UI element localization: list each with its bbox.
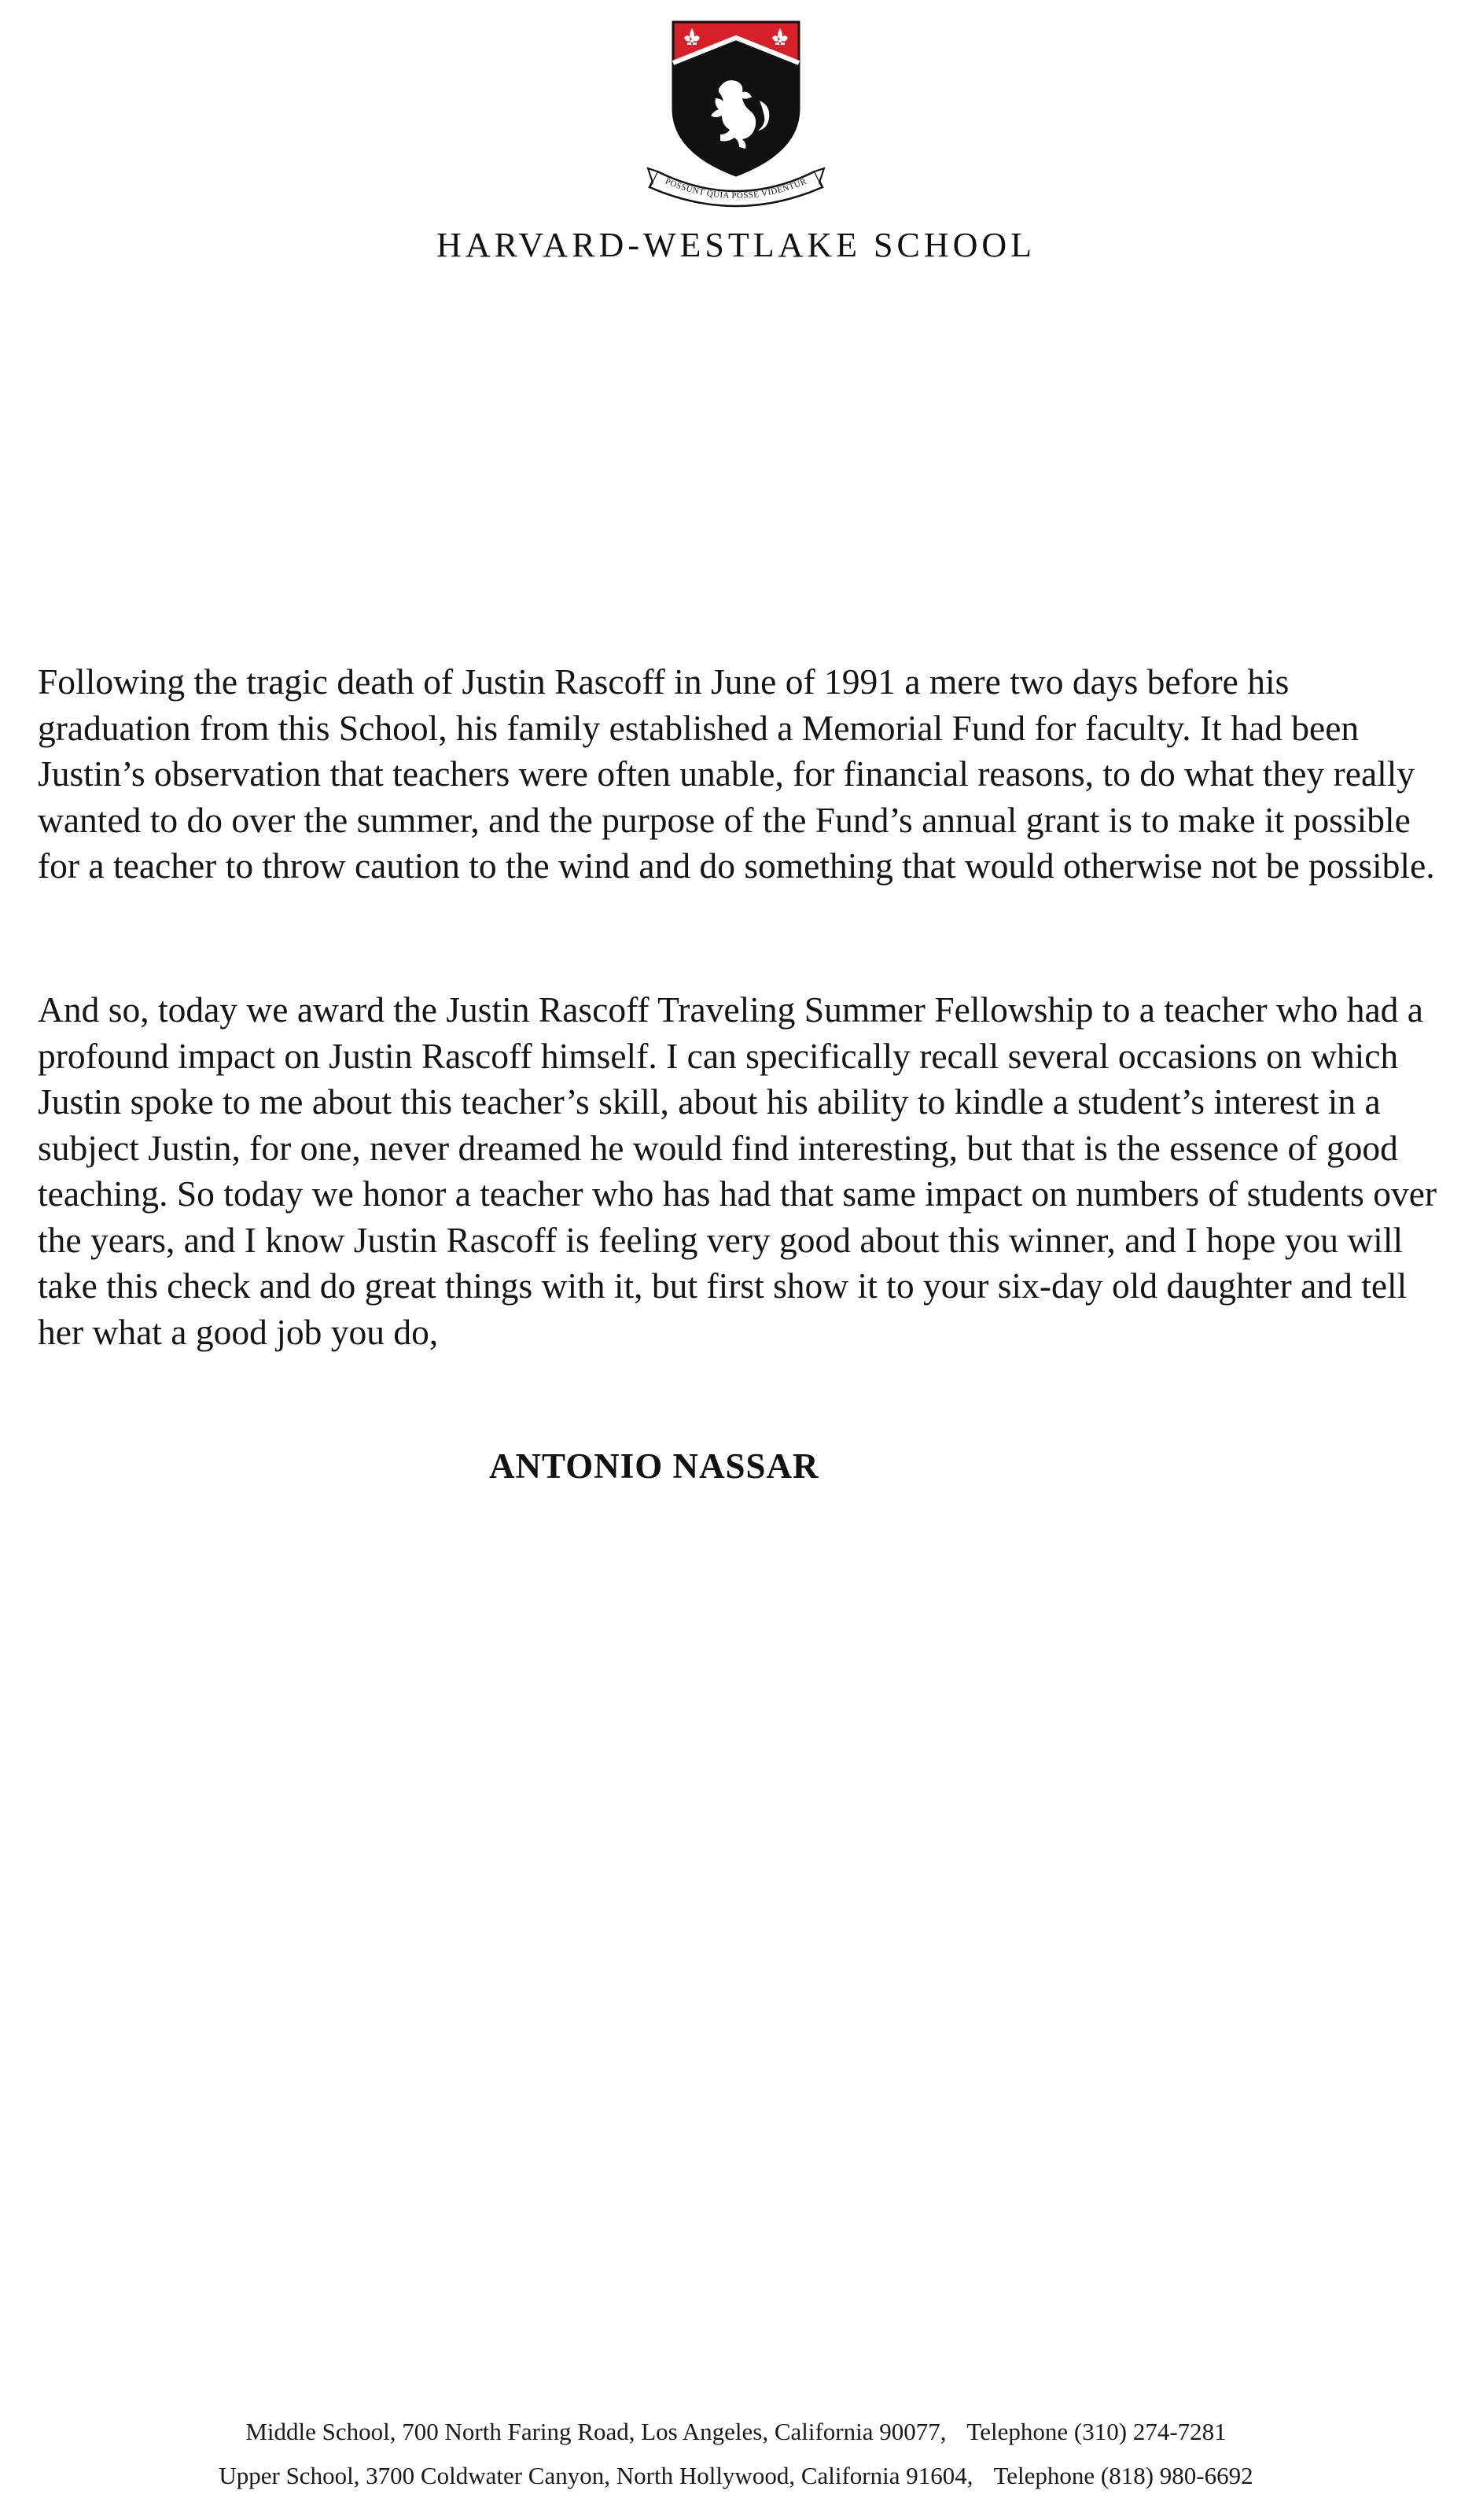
- school-name: HARVARD-WESTLAKE SCHOOL: [436, 226, 1036, 264]
- upper-school-phone: Telephone (818) 980-6692: [993, 2462, 1253, 2489]
- letterhead: [0, 14, 1472, 211]
- letter-paragraph-2: And so, today we award the Justin Rascoff Traveling Summer Fellowship to a teacher who had a profound impact on Justin Rascoff himself. I can specifically recall several occasions on which Justin spoke to me about this teacher’s skill, about his ability to kindle a student’s interest in a subject Justin, for one, never dreamed he would find interesting, but that is the essence of good teaching. So today we honor a teacher who has had that same impact on numbers of students over the years, and I know Justin Rascoff is feeling very good about this winner, and I hope you will take this check and do great things with it, but first show it to your six-day old daughter and tell her what a good job you do,: [38, 989, 1437, 1352]
- signature-name: ANTONIO NASSAR: [489, 1446, 819, 1486]
- letter-paragraph-1: Following the tragic death of Justin Rascoff in June of 1991 a mere two days before his graduation from this School, his family established a Memorial Fund for faculty. It had been Justin’s observation that teachers were often unable, for financial reasons, to do what they really wanted to do over the summer, and the purpose of the Fund’s annual grant is to make it possible for a teacher to throw caution to the wind and do something that would otherwise not be possible.: [38, 661, 1435, 886]
- middle-school-address: Middle School, 700 North Faring Road, Los Angeles, California 90077,: [245, 2418, 947, 2445]
- upper-school-address: Upper School, 3700 Coldwater Canyon, North Hollywood, California 91604,: [219, 2462, 973, 2489]
- school-crest-logo: [626, 14, 846, 211]
- footer-middle-school: [0, 2410, 1472, 2454]
- svg-text:POSSUNT QUIA POSSE VIDENTUR: POSSUNT QUIA POSSE VIDENTUR: [664, 176, 808, 201]
- footer-addresses: [0, 2410, 1472, 2498]
- middle-school-phone: Telephone (310) 274-7281: [966, 2418, 1227, 2445]
- footer-upper-school: [0, 2454, 1472, 2498]
